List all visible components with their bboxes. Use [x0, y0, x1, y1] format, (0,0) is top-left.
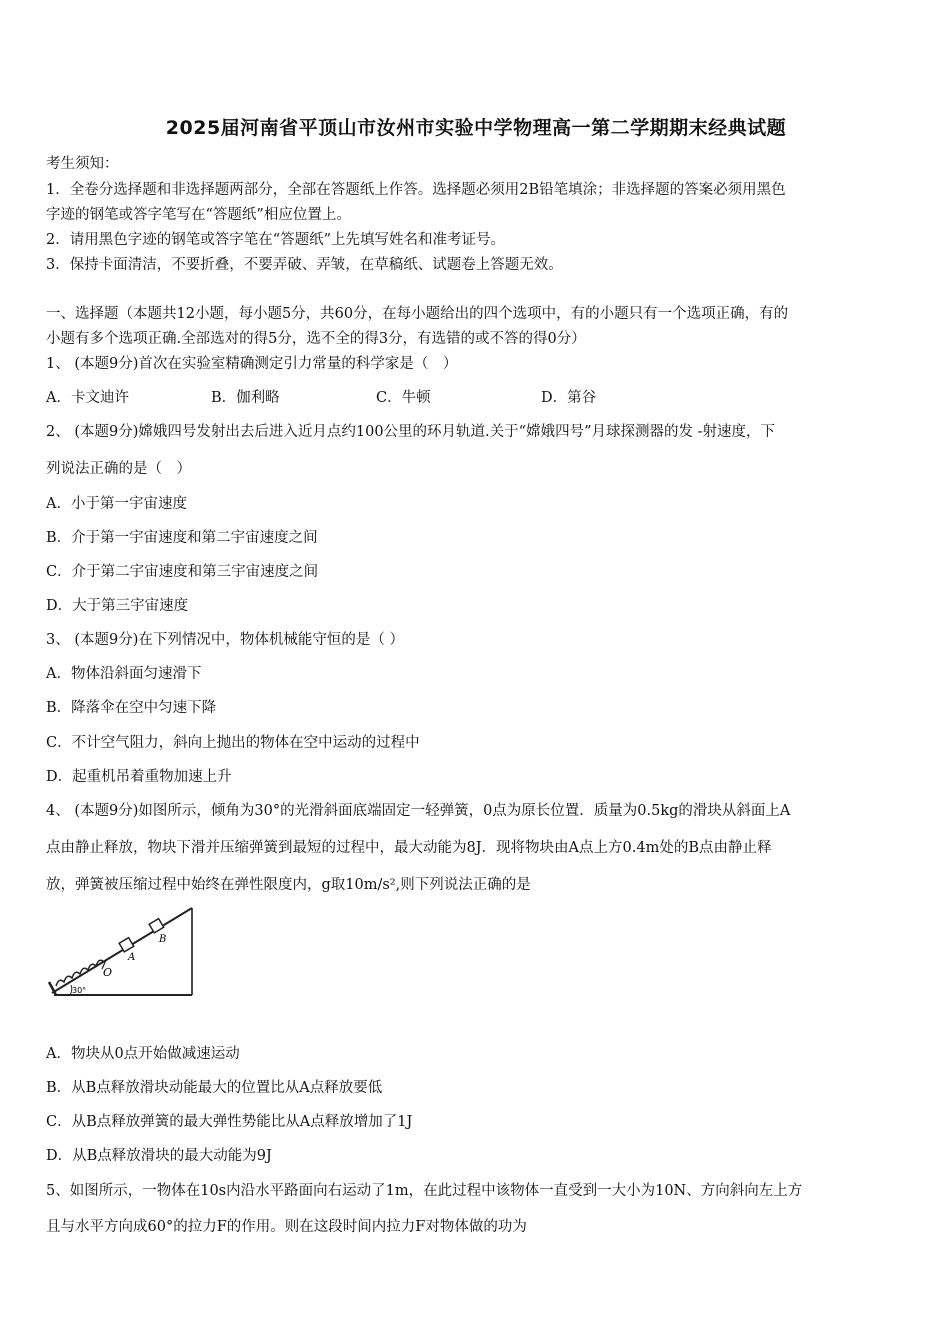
q4-option-b[interactable]: B．从B点释放滑块动能最大的位置比从A点释放要低 — [46, 1080, 383, 1096]
q3-option-d[interactable]: D．起重机吊着重物加速上升 — [46, 769, 232, 785]
figure-label-b: B — [159, 934, 167, 945]
incline-spring-figure — [46, 902, 196, 1002]
question-5-stem-line-1: 5、如图所示，一物体在10s内沿水平路面向右运动了1m，在此过程中该物体一直受到一大小为10N、方向斜向左上方 — [46, 1183, 803, 1199]
q3-option-b[interactable]: B．降落伞在空中匀速下降 — [46, 700, 217, 716]
q1-option-b[interactable]: B．伽利略 — [211, 390, 280, 406]
q2-option-c[interactable]: C．介于第二宇宙速度和第三宇宙速度之间 — [46, 564, 319, 580]
figure-angle-label: 30° — [72, 986, 87, 995]
figure-label-a: A — [128, 952, 136, 963]
question-4-stem-line-2: 点由静止释放，物块下滑并压缩弹簧到最短的过程中，最大动能为8J．现将物块由A点上方0.4m处的B点由静止释 — [46, 840, 772, 856]
q4-option-a[interactable]: A．物块从0点开始做减速运动 — [46, 1046, 240, 1062]
q4-option-d[interactable]: D．从B点释放滑块的最大动能为9J — [46, 1148, 272, 1164]
question-5-stem-line-2: 且与水平方向成60°的拉力F的作用。则在这段时间内拉力F对物体做的功为 — [46, 1219, 527, 1235]
question-3-stem: 3、 (本题9分)在下列情况中，物体机械能守恒的是（ ） — [46, 632, 404, 648]
q3-option-a[interactable]: A．物体沿斜面匀速滑下 — [46, 666, 202, 682]
q1-option-d[interactable]: D．第谷 — [541, 390, 597, 406]
question-2-stem-line-2: 列说法正确的是（ ） — [46, 461, 191, 477]
q2-option-b[interactable]: B．介于第一宇宙速度和第二宇宙速度之间 — [46, 530, 318, 546]
q3-option-c[interactable]: C．不计空气阻力，斜向上抛出的物体在空中运动的过程中 — [46, 735, 420, 751]
figure-block-b — [149, 919, 164, 933]
notice-heading: 考生须知： — [46, 156, 119, 172]
figure-spring — [56, 960, 104, 986]
notice-item-1: 1．全卷分选择题和非选择题两部分，全部在答题纸上作答。选择题必须用2B铅笔填涂；非选择题的答案必须用黑色 — [46, 182, 786, 198]
question-4-stem-line-1: 4、 (本题9分)如图所示，倾角为30°的光滑斜面底端固定一轻弹簧，0点为原长位置．质量为0.5kg的滑块从斜面上A — [46, 803, 791, 819]
question-2-stem-line-1: 2、 (本题9分)嫦娥四号发射出去后进入近月点约100公里的环月轨道.关于“嫦娥四号”月球探测器的发 -射速度，下 — [46, 424, 775, 440]
q1-option-a[interactable]: A．卡文迪许 — [46, 390, 129, 406]
notice-item-1-cont: 字迹的钢笔或答字笔写在“答题纸”相应位置上。 — [46, 207, 351, 223]
notice-item-2: 2．请用黑色字迹的钢笔或答字笔在“答题纸”上先填写姓名和准考证号。 — [46, 232, 506, 248]
figure-incline-surface — [52, 908, 192, 993]
question-1-options — [46, 386, 596, 407]
page-title: 2025届河南省平顶山市汝州市实验中学物理高一第二学期期末经典试题 — [165, 117, 787, 139]
question-4-stem-line-3: 放，弹簧被压缩过程中始终在弹性限度内，g取10m/s²,则下列说法正确的是 — [46, 877, 531, 893]
section-heading-line-1: 一、选择题（本题共12小题，每小题5分，共60分，在每小题给出的四个选项中，有的小题只有一个选项正确，有的 — [46, 306, 789, 322]
question-1-stem: 1、 (本题9分)首次在实验室精确测定引力常量的科学家是（ ） — [46, 356, 458, 372]
q2-option-d[interactable]: D．大于第三宇宙速度 — [46, 598, 189, 614]
q1-option-c[interactable]: C．牛顿 — [376, 390, 431, 406]
notice-item-3: 3．保持卡面清洁，不要折叠，不要弄破、弄皱，在草稿纸、试题卷上答题无效。 — [46, 257, 563, 273]
section-heading-line-2: 小题有多个选项正确.全部选对的得5分，选不全的得3分，有选错的或不答的得0分） — [46, 331, 586, 347]
q2-option-a[interactable]: A．小于第一宇宙速度 — [46, 496, 187, 512]
figure-block-a — [119, 938, 134, 952]
q4-option-c[interactable]: C．从B点释放弹簧的最大弹性势能比从A点释放增加了1J — [46, 1114, 413, 1130]
figure-label-o: O — [103, 966, 113, 979]
